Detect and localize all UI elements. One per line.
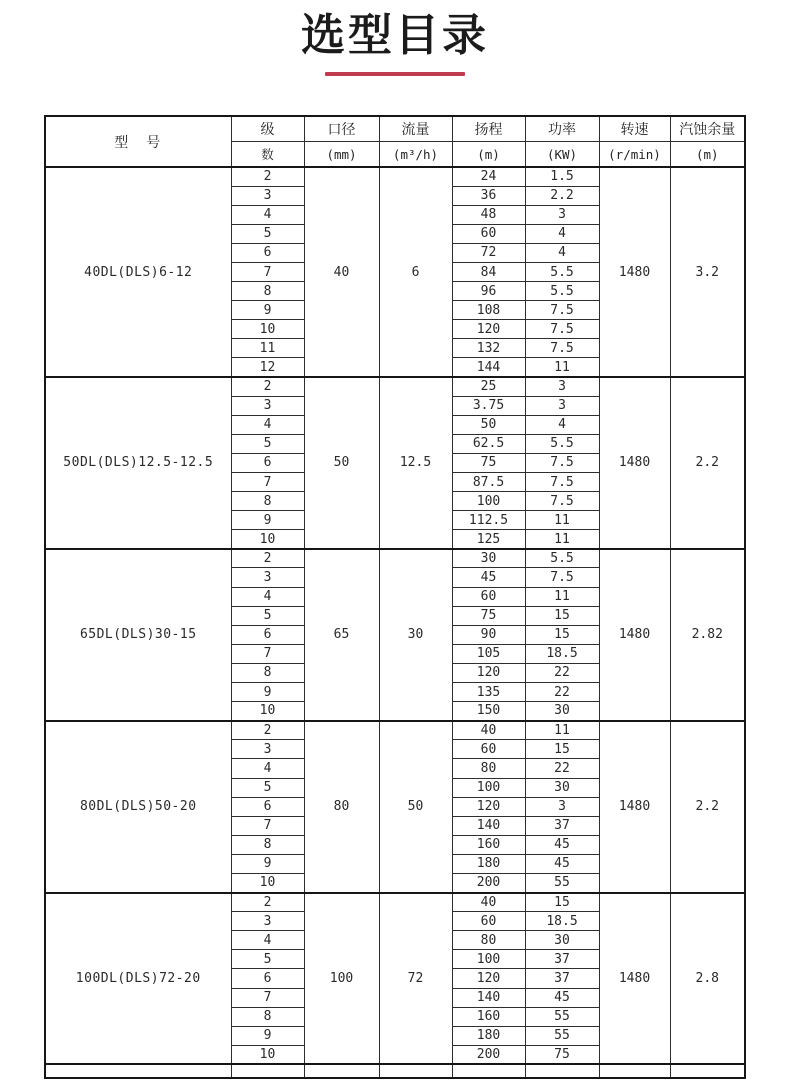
stage-cell: 3: [231, 740, 304, 759]
stage-cell: 10: [231, 873, 304, 892]
stage-cell: 8: [231, 492, 304, 511]
stage-cell: 7: [231, 262, 304, 281]
head-cell: 87.5: [452, 473, 525, 492]
power-cell: 30: [525, 778, 599, 797]
col-header-speed-unit: (r/min): [599, 142, 670, 168]
col-header-stage: 级: [231, 116, 304, 142]
power-cell: 3: [525, 205, 599, 224]
head-cell: 105: [452, 644, 525, 663]
stage-cell: 4: [231, 759, 304, 778]
stage-cell: 5: [231, 778, 304, 797]
head-cell: 84: [452, 262, 525, 281]
head-cell: 3.75: [452, 396, 525, 415]
head-cell: 108: [452, 301, 525, 320]
stage-cell: 8: [231, 663, 304, 682]
npsh-cell: 2.8: [670, 893, 745, 1065]
stage-cell: 3: [231, 912, 304, 931]
speed-cell: 1480: [599, 549, 670, 721]
table-header: [45, 116, 745, 167]
power-cell: 5.5: [525, 434, 599, 453]
stage-cell: 9: [231, 1026, 304, 1045]
stage-cell: 3: [231, 186, 304, 205]
flow-cell: 50: [379, 721, 452, 893]
stage-cell: 10: [231, 1045, 304, 1064]
stage-cell: 6: [231, 969, 304, 988]
stage-cell: 12: [231, 358, 304, 377]
head-cell: 60: [452, 587, 525, 606]
head-cell: 120: [452, 797, 525, 816]
power-cell: 22: [525, 759, 599, 778]
col-header-power: 功率: [525, 116, 599, 142]
head-cell: 60: [452, 912, 525, 931]
head-cell: 160: [452, 1007, 525, 1026]
col-header-flow: 流量: [379, 116, 452, 142]
stage-cell: 7: [231, 473, 304, 492]
head-cell: 36: [452, 186, 525, 205]
power-cell: 45: [525, 988, 599, 1007]
power-cell: 18.5: [525, 912, 599, 931]
head-cell: 160: [452, 835, 525, 854]
power-cell: 5.5: [525, 262, 599, 281]
col-header-diameter: 口径: [304, 116, 379, 142]
stage-cell: [231, 1064, 304, 1078]
head-cell: 24: [452, 167, 525, 186]
speed-cell: 1480: [599, 893, 670, 1065]
model-cell: 50DL(DLS)12.5-12.5: [45, 377, 231, 549]
stage-cell: 7: [231, 988, 304, 1007]
stage-cell: 10: [231, 702, 304, 721]
power-cell: 11: [525, 358, 599, 377]
head-cell: 40: [452, 893, 525, 912]
head-cell: 140: [452, 816, 525, 835]
stage-cell: 4: [231, 205, 304, 224]
head-cell: 125: [452, 530, 525, 549]
head-cell: 48: [452, 205, 525, 224]
col-header-npsh: 汽蚀余量: [670, 116, 745, 142]
diameter-cell: 50: [304, 377, 379, 549]
page-title: 选型目录: [301, 10, 489, 61]
head-cell: 200: [452, 873, 525, 892]
head-cell: 80: [452, 759, 525, 778]
head-cell: 180: [452, 854, 525, 873]
power-cell: 4: [525, 224, 599, 243]
power-cell: 18.5: [525, 644, 599, 663]
stage-cell: 6: [231, 797, 304, 816]
col-header-speed: 转速: [599, 116, 670, 142]
col-header-diameter-unit: (mm): [304, 142, 379, 168]
head-cell: 75: [452, 606, 525, 625]
col-header-power-unit: (KW): [525, 142, 599, 168]
stage-cell: 2: [231, 721, 304, 740]
head-cell: 45: [452, 568, 525, 587]
power-cell: 2.2: [525, 186, 599, 205]
stage-cell: 2: [231, 893, 304, 912]
stage-cell: 2: [231, 377, 304, 396]
npsh-cell: 2.82: [670, 549, 745, 721]
stage-cell: 11: [231, 339, 304, 358]
head-cell: 100: [452, 492, 525, 511]
title-underline: [325, 72, 465, 76]
flow-cell: 72: [379, 893, 452, 1065]
col-header-head-unit: (m): [452, 142, 525, 168]
speed-cell: 1480: [599, 167, 670, 377]
head-cell: 120: [452, 969, 525, 988]
power-cell: 55: [525, 873, 599, 892]
power-cell: 55: [525, 1026, 599, 1045]
power-cell: 11: [525, 511, 599, 530]
head-cell: 150: [452, 702, 525, 721]
stage-cell: 9: [231, 511, 304, 530]
head-cell: 60: [452, 740, 525, 759]
stage-cell: 5: [231, 950, 304, 969]
stage-cell: 4: [231, 931, 304, 950]
power-cell: 5.5: [525, 282, 599, 301]
diameter-cell: 80: [304, 721, 379, 893]
head-cell: 50: [452, 415, 525, 434]
power-cell: 11: [525, 587, 599, 606]
head-cell: 135: [452, 683, 525, 702]
head-cell: 100: [452, 950, 525, 969]
power-cell: 3: [525, 396, 599, 415]
power-cell: 11: [525, 721, 599, 740]
power-cell: 7.5: [525, 301, 599, 320]
col-header-head: 扬程: [452, 116, 525, 142]
power-cell: 7.5: [525, 568, 599, 587]
stage-cell: 2: [231, 167, 304, 186]
head-cell: 60: [452, 224, 525, 243]
head-cell: 75: [452, 453, 525, 472]
power-cell: 4: [525, 243, 599, 262]
col-header-npsh-unit: (m): [670, 142, 745, 168]
power-cell: 7.5: [525, 453, 599, 472]
stage-cell: 10: [231, 530, 304, 549]
power-cell: 15: [525, 893, 599, 912]
stage-cell: 8: [231, 835, 304, 854]
head-cell: 96: [452, 282, 525, 301]
power-cell: 5.5: [525, 549, 599, 568]
power-cell: 75: [525, 1045, 599, 1064]
speed-cell: 1480: [599, 721, 670, 893]
flow-cell: 12.5: [379, 377, 452, 549]
speed-cell: [599, 1064, 670, 1078]
power-cell: 4: [525, 415, 599, 434]
stage-cell: 3: [231, 396, 304, 415]
model-cell: 100DL(DLS)72-20: [45, 893, 231, 1065]
stage-cell: 7: [231, 644, 304, 663]
power-cell: 15: [525, 740, 599, 759]
stage-cell: 5: [231, 606, 304, 625]
stage-cell: 2: [231, 549, 304, 568]
power-cell: 1.5: [525, 167, 599, 186]
stage-cell: 8: [231, 1007, 304, 1026]
power-cell: 7.5: [525, 339, 599, 358]
stage-cell: 6: [231, 243, 304, 262]
power-cell: 30: [525, 931, 599, 950]
head-cell: 30: [452, 549, 525, 568]
npsh-cell: [670, 1064, 745, 1078]
head-cell: 140: [452, 988, 525, 1007]
stage-cell: 4: [231, 587, 304, 606]
npsh-cell: 2.2: [670, 721, 745, 893]
head-cell: 62.5: [452, 434, 525, 453]
stage-cell: 5: [231, 224, 304, 243]
power-cell: 7.5: [525, 320, 599, 339]
stage-cell: 5: [231, 434, 304, 453]
stage-cell: 10: [231, 320, 304, 339]
speed-cell: 1480: [599, 377, 670, 549]
head-cell: 132: [452, 339, 525, 358]
table-body: [45, 167, 745, 1078]
head-cell: 25: [452, 377, 525, 396]
model-cell: [45, 1064, 231, 1078]
diameter-cell: 65: [304, 549, 379, 721]
power-cell: 15: [525, 606, 599, 625]
power-cell: 15: [525, 625, 599, 644]
model-cell: 40DL(DLS)6-12: [45, 167, 231, 377]
power-cell: 55: [525, 1007, 599, 1026]
diameter-cell: 100: [304, 893, 379, 1065]
diameter-cell: [304, 1064, 379, 1078]
stage-cell: 7: [231, 816, 304, 835]
flow-cell: 30: [379, 549, 452, 721]
power-cell: 3: [525, 797, 599, 816]
stage-cell: 9: [231, 301, 304, 320]
head-cell: 112.5: [452, 511, 525, 530]
stage-cell: 3: [231, 568, 304, 587]
head-cell: 120: [452, 663, 525, 682]
head-cell: [452, 1064, 525, 1078]
power-cell: 22: [525, 683, 599, 702]
power-cell: 7.5: [525, 473, 599, 492]
power-cell: [525, 1064, 599, 1078]
stage-cell: 9: [231, 683, 304, 702]
head-cell: 100: [452, 778, 525, 797]
head-cell: 200: [452, 1045, 525, 1064]
power-cell: 37: [525, 816, 599, 835]
col-header-flow-unit: (m³/h): [379, 142, 452, 168]
stage-cell: 8: [231, 282, 304, 301]
col-header-stage-unit: 数: [231, 142, 304, 168]
flow-cell: 6: [379, 167, 452, 377]
stage-cell: 6: [231, 625, 304, 644]
pump-selection-table: [44, 115, 746, 1079]
diameter-cell: 40: [304, 167, 379, 377]
head-cell: 180: [452, 1026, 525, 1045]
power-cell: 30: [525, 702, 599, 721]
power-cell: 11: [525, 530, 599, 549]
head-cell: 90: [452, 625, 525, 644]
power-cell: 22: [525, 663, 599, 682]
power-cell: 3: [525, 377, 599, 396]
npsh-cell: 2.2: [670, 377, 745, 549]
head-cell: 120: [452, 320, 525, 339]
col-header-model: 型 号: [45, 116, 231, 167]
power-cell: 37: [525, 950, 599, 969]
flow-cell: [379, 1064, 452, 1078]
head-cell: 72: [452, 243, 525, 262]
npsh-cell: 3.2: [670, 167, 745, 377]
power-cell: 7.5: [525, 492, 599, 511]
power-cell: 45: [525, 854, 599, 873]
model-cell: 65DL(DLS)30-15: [45, 549, 231, 721]
stage-cell: 6: [231, 453, 304, 472]
head-cell: 40: [452, 721, 525, 740]
stage-cell: 4: [231, 415, 304, 434]
head-cell: 80: [452, 931, 525, 950]
stage-cell: 9: [231, 854, 304, 873]
power-cell: 45: [525, 835, 599, 854]
head-cell: 144: [452, 358, 525, 377]
power-cell: 37: [525, 969, 599, 988]
model-cell: 80DL(DLS)50-20: [45, 721, 231, 893]
